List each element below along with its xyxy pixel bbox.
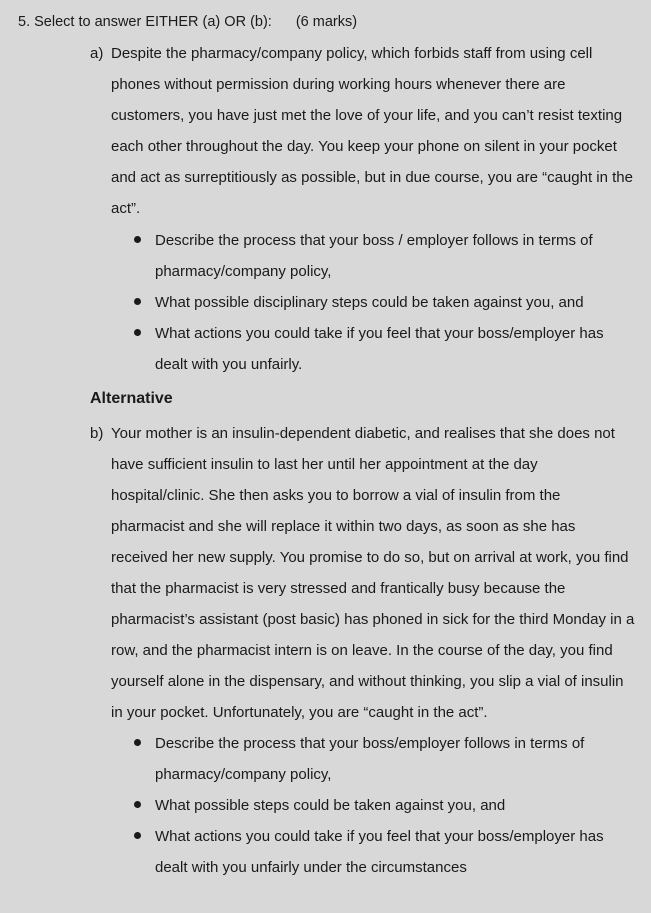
list-item — [134, 225, 634, 287]
part-b-label: b) — [90, 425, 104, 442]
alternative-heading: Alternative — [90, 390, 173, 407]
bullet-text: What possible steps could be taken against you, and — [155, 797, 506, 814]
part-a-label: a) — [90, 45, 104, 62]
list-item — [134, 790, 634, 821]
bullet-text: What actions you could take if you feel that your boss/employer has dealt with you unfairly. — [155, 325, 604, 373]
question-heading — [18, 11, 357, 33]
part-a — [90, 38, 635, 224]
bullet-icon — [134, 801, 141, 808]
bullet-text: What actions you could take if you feel that your boss/employer has dealt with you unfairly under the circumstances — [155, 828, 604, 876]
bullet-icon — [134, 329, 141, 336]
bullet-icon — [134, 236, 141, 243]
part-b-text: Your mother is an insulin-dependent diabetic, and realises that she does not have sufficient insulin to last her until her appointment at the day hospital/clinic. She then asks you to borrow a vial of insulin from the pharmacist and she will replace it within two days, as soon as she has received her new supply. You promise to do so, but on arrival at work, you find that the pharmacist is very stressed and frantically busy because the pharmacist’s assistant (post basic) has phoned in sick for the third Monday in a row, and the pharmacist intern is on leave. In the course of the day, you find yourself alone in the dispensary, and without thinking, you slip a vial of insulin in your pocket. Unfortunately, you are “caught in the act”. — [111, 425, 635, 721]
bullet-icon — [134, 739, 141, 746]
bullet-text: Describe the process that your boss / employer follows in terms of pharmacy/company policy, — [155, 232, 593, 280]
bullet-text: What possible disciplinary steps could be taken against you, and — [155, 294, 584, 311]
question-marks: (6 marks) — [295, 14, 358, 30]
bullet-icon — [134, 298, 141, 305]
list-item — [134, 287, 634, 318]
bullet-icon — [134, 832, 141, 839]
part-a-bullet-list — [134, 225, 634, 380]
part-b-bullet-list — [134, 728, 634, 883]
bullet-text: Describe the process that your boss/employer follows in terms of pharmacy/company policy, — [155, 735, 585, 783]
part-b — [90, 418, 635, 728]
part-a-text: Despite the pharmacy/company policy, which forbids staff from using cell phones without permission during working hours whenever there are customers, you have just met the love of your life, and you can’t resist texting each other throughout the day. You keep your phone on silent in your pocket and act as surreptitiously as possible, but in due course, you are “caught in the act”. — [111, 45, 633, 217]
list-item — [134, 318, 634, 380]
list-item — [134, 728, 634, 790]
list-item — [134, 821, 634, 883]
question-instruction: 5. Select to answer EITHER (a) OR (b): — [18, 14, 272, 30]
